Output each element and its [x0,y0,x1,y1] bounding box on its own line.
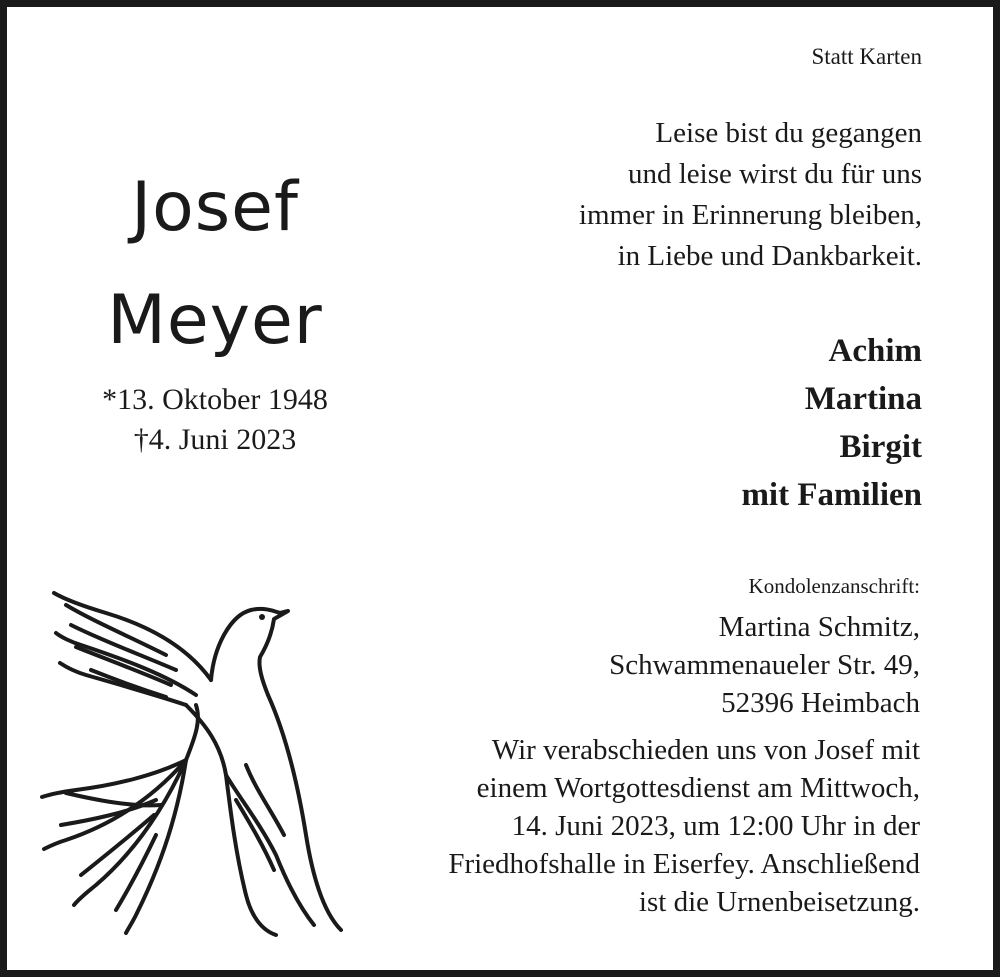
address-line: Martina Schmitz, [718,611,920,643]
service-line: 14. Juni 2023, um 12:00 Uhr in der [511,810,920,842]
service-line: Friedhofshalle in Eiserfey. Anschließend [448,848,920,880]
service-line: ist die Urnenbeisetzung. [638,886,920,918]
birth-symbol: * [102,383,118,416]
condolence-label: Kondolenzanschrift: [748,574,920,598]
mourner-name: mit Familien [741,477,922,513]
service-announcement [448,731,920,921]
mourner-name: Martina [804,381,922,417]
birth-date-line [60,380,370,419]
condolence-address [609,608,920,722]
poem-line: immer in Erinnerung bleiben, [578,199,922,231]
mourner-name: Birgit [839,429,922,465]
deceased-first-name: Josef [131,168,299,247]
death-symbol: † [133,423,149,456]
mourner-name: Achim [828,333,922,369]
death-date: 4. Juni 2023 [148,423,297,456]
poem-line: und leise wirst du für uns [628,158,922,190]
death-date-line [60,420,370,459]
deceased-last-name: Meyer [107,281,323,360]
mourners [741,327,922,519]
poem [579,113,922,277]
dove-icon [36,585,356,940]
poem-line: Leise bist du gegangen [655,117,922,149]
address-line: 52396 Heimbach [721,687,920,719]
birth-date: 13. Oktober 1948 [117,383,328,416]
address-line: Schwammenaueler Str. 49, [609,649,920,681]
statt-karten-label: Statt Karten [811,44,922,69]
service-line: Wir verabschieden uns von Josef mit [491,734,920,766]
service-line: einem Wortgottesdienst am Mittwoch, [476,772,920,804]
poem-line: in Liebe und Dankbarkeit. [617,240,922,272]
